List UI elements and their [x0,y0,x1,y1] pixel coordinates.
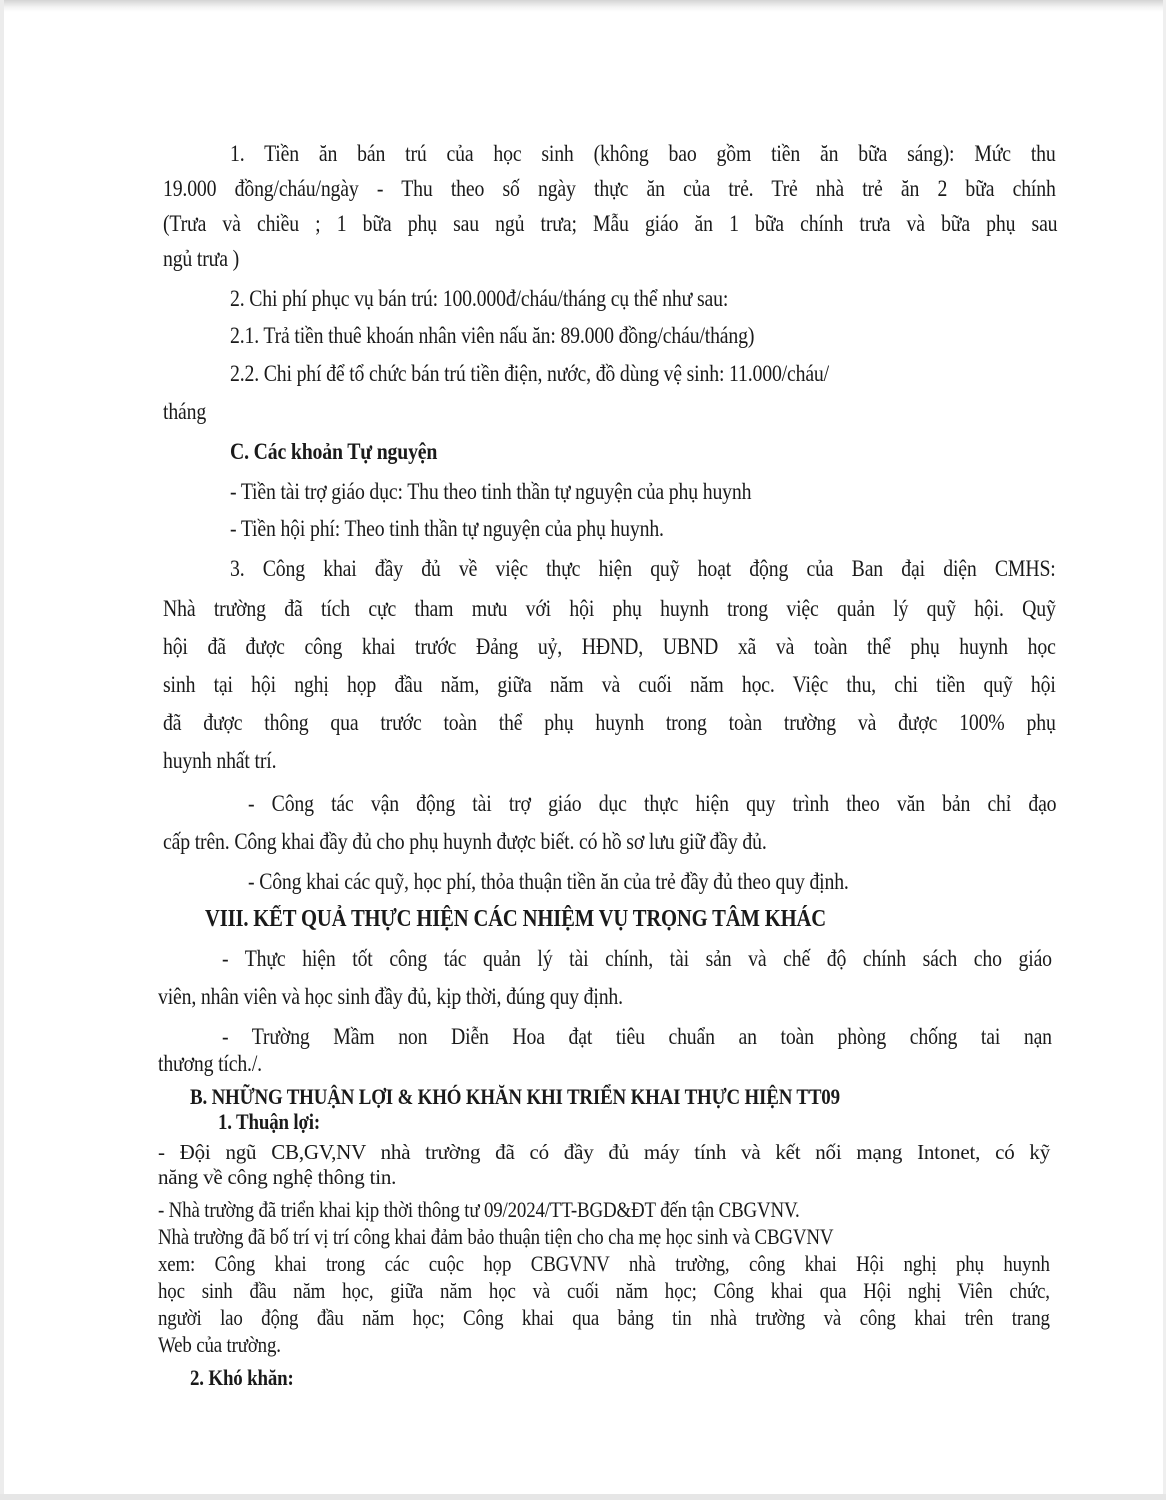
text-line: Nhà trường đã bố trí vị trí công khai đảm bảo thuận tiện cho cha mẹ học sinh và CBGVNV [158,1224,834,1249]
section-viii-heading: VIII. KẾT QUẢ THỰC HIỆN CÁC NHIỆM VỤ TRỌNG TÂM KHÁC [205,906,827,932]
text-line: 19.000 đồng/cháu/ngày - Thu theo số ngày thực ăn của trẻ. Trẻ nhà trẻ ăn 2 bữa chính [163,176,1056,201]
text-line: 2.2. Chi phí để tổ chức bán trú tiền điện, nước, đồ dùng vệ sinh: 11.000/cháu/ [230,361,829,386]
text-line: viên, nhân viên và học sinh đầy đủ, kịp thời, đúng quy định. [158,984,623,1009]
section-c-heading: C. Các khoản Tự nguyện [230,439,438,464]
text-line: thương tích./. [158,1051,262,1076]
voluntary-bullet: - Tiền tài trợ giáo dục: Thu theo tinh thần tự nguyện của phụ huynh [230,479,752,504]
text-line: Web của trường. [158,1332,281,1357]
text-line: người lao động đầu năm học; Công khai qua bảng tin nhà trường và công khai trên trang [158,1305,1050,1330]
text-line: tháng [163,399,207,424]
advantages-heading: 1. Thuận lợi: [218,1109,321,1134]
section-b-heading: B. NHỮNG THUẬN LỢI & KHÓ KHĂN KHI TRIỂN KHAI THỰC HIỆN TT09 [190,1084,840,1109]
text-line: huynh nhất trí. [163,748,277,773]
text-line: - Thực hiện tốt công tác quản lý tài chính, tài sản và chế độ chính sách cho giáo [222,946,1052,971]
text-line: học sinh đầu năm học, giữa năm học và cuối năm học; Công khai qua Hội nghị Viên chức, [158,1278,1050,1303]
difficulties-heading: 2. Khó khăn: [190,1365,294,1390]
text-line: ngủ trưa ) [163,246,240,271]
text-line: (Trưa và chiều ; 1 bữa phụ sau ngủ trưa; Mẫu giáo ăn 1 bữa chính trưa và bữa phụ sau [163,211,1058,236]
text-line: Nhà trường đã tích cực tham mưu với hội phụ huynh trong việc quản lý quỹ hội. Quỹ [163,596,1056,621]
text-line: năng về công nghệ thông tin. [158,1165,397,1189]
scan-top-shadow [0,0,1166,12]
scan-bottom-edge [0,1494,1166,1500]
text-line: - Trường Mầm non Diễn Hoa đạt tiêu chuẩn an toàn phòng chống tai nạn [222,1024,1052,1049]
item-2-service-fee: 2. Chi phí phục vụ bán trú: 100.000đ/cháu/tháng cụ thể như sau: [230,286,729,311]
text-line: - Công tác vận động tài trợ giáo dục thực hiện quy trình theo văn bản chỉ đạo [248,791,1057,816]
text-line: cấp trên. Công khai đầy đủ cho phụ huynh được biết. có hồ sơ lưu giữ đầy đủ. [163,829,767,854]
scan-left-edge [0,0,4,1500]
text-line: đã được thông qua trước toàn thể phụ huynh trong toàn trường và được 100% phụ [163,710,1056,735]
voluntary-bullet: - Tiền hội phí: Theo tinh thần tự nguyện của phụ huynh. [230,516,664,541]
text-line: hội đã được công khai trước Đảng uỷ, HĐND, UBND xã và toàn thể phụ huynh học [163,634,1056,659]
text-line: 1. Tiền ăn bán trú của học sinh (không bao gồm tiền ăn bữa sáng): Mức thu [230,141,1056,166]
item-2-1-cook-fee: 2.1. Trả tiền thuê khoán nhân viên nấu ăn: 89.000 đồng/cháu/tháng) [230,323,755,348]
text-line: 3. Công khai đầy đủ về việc thực hiện quỹ hoạt động của Ban đại diện CMHS: [230,556,1056,581]
text-line: sinh tại hội nghị họp đầu năm, giữa năm và cuối năm học. Việc thu, chi tiền quỹ hội [163,672,1056,697]
disclosure-paragraph: - Công khai các quỹ, học phí, thỏa thuận tiền ăn của trẻ đầy đủ theo quy định. [248,869,849,894]
text-line: - Đội ngũ CB,GV,NV nhà trường đã có đầy đủ máy tính và kết nối mạng Intonet, có kỹ [158,1140,1050,1164]
text-line: - Nhà trường đã triển khai kịp thời thông tư 09/2024/TT-BGD&ĐT đến tận CBGVNV. [158,1197,800,1222]
text-line: xem: Công khai trong các cuộc họp CBGVNV nhà trường, công khai Hội nghị phụ huynh [158,1251,1050,1276]
